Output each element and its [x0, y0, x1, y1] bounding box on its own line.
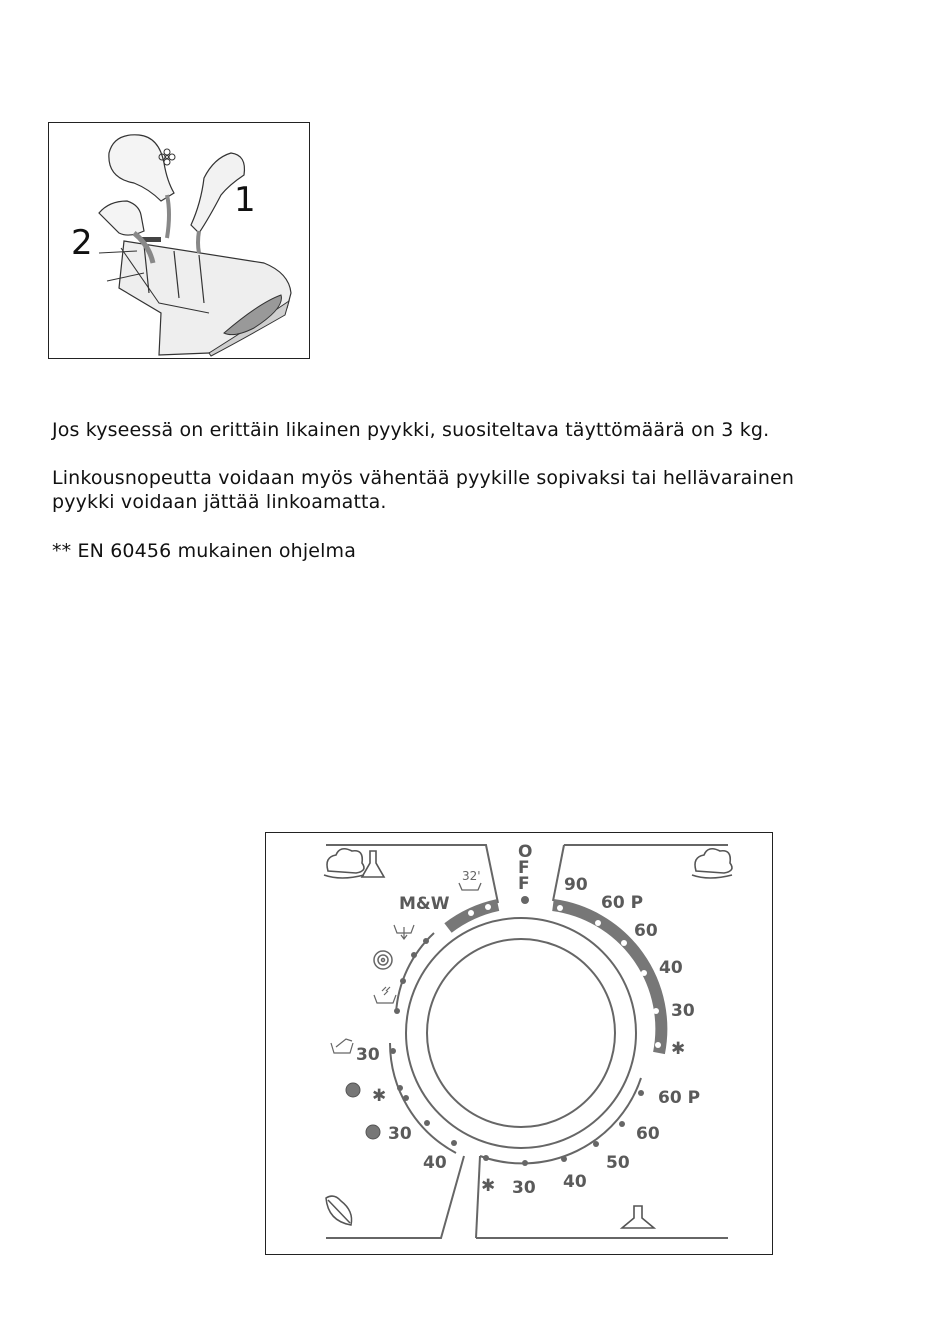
temp-label: 60 [634, 921, 658, 941]
temp-label: 30 [388, 1124, 412, 1144]
paragraph-load: Jos kyseessä on erittäin likainen pyykki, suositeltava täyttömäärä on 3 kg. [52, 419, 770, 441]
temp-label: 60 P [601, 893, 644, 913]
spin-icon [374, 951, 392, 969]
temp-label: 30 [671, 1001, 695, 1021]
hand-wash-icon [331, 1039, 353, 1053]
off-letter: F [518, 858, 530, 878]
paragraph-spin-line1: Linkousnopeutta voidaan myös vähentää pyykille sopivaksi tai hellävarainen [52, 467, 795, 489]
snowflake-icon: ✱ [372, 1086, 387, 1106]
temp-label: 50 [606, 1153, 630, 1173]
snowflake-icon: ✱ [671, 1039, 686, 1059]
paragraph-footnote: ** EN 60456 mukainen ohjelma [52, 540, 356, 562]
temp-label: 60 P [658, 1088, 701, 1108]
temp-label: 40 [423, 1153, 447, 1173]
program-dial-illustration [265, 832, 773, 1255]
detergent-drawer-illustration [48, 122, 310, 359]
off-letter: F [518, 874, 530, 894]
delicate-leaf-icon [326, 1196, 352, 1225]
temp-label: 30 [512, 1178, 536, 1198]
drain-icon [374, 987, 396, 1003]
rinse-icon [394, 925, 414, 939]
mw-label: M&W [399, 894, 450, 914]
basin-icon [459, 883, 481, 890]
off-letter: O [518, 842, 533, 862]
temp-label: 90 [564, 875, 588, 895]
label-two: 2 [71, 223, 93, 263]
temp-label: 40 [563, 1172, 587, 1192]
time-label: 32' [462, 869, 481, 883]
temp-label: 40 [659, 958, 683, 978]
snowflake-icon: ✱ [481, 1176, 496, 1196]
label-one: 1 [234, 180, 256, 220]
paragraph-spin-line2: pyykki voidaan jättää linkoamatta. [52, 491, 387, 513]
temp-label: 30 [356, 1045, 380, 1065]
temp-label: 60 [636, 1124, 660, 1144]
